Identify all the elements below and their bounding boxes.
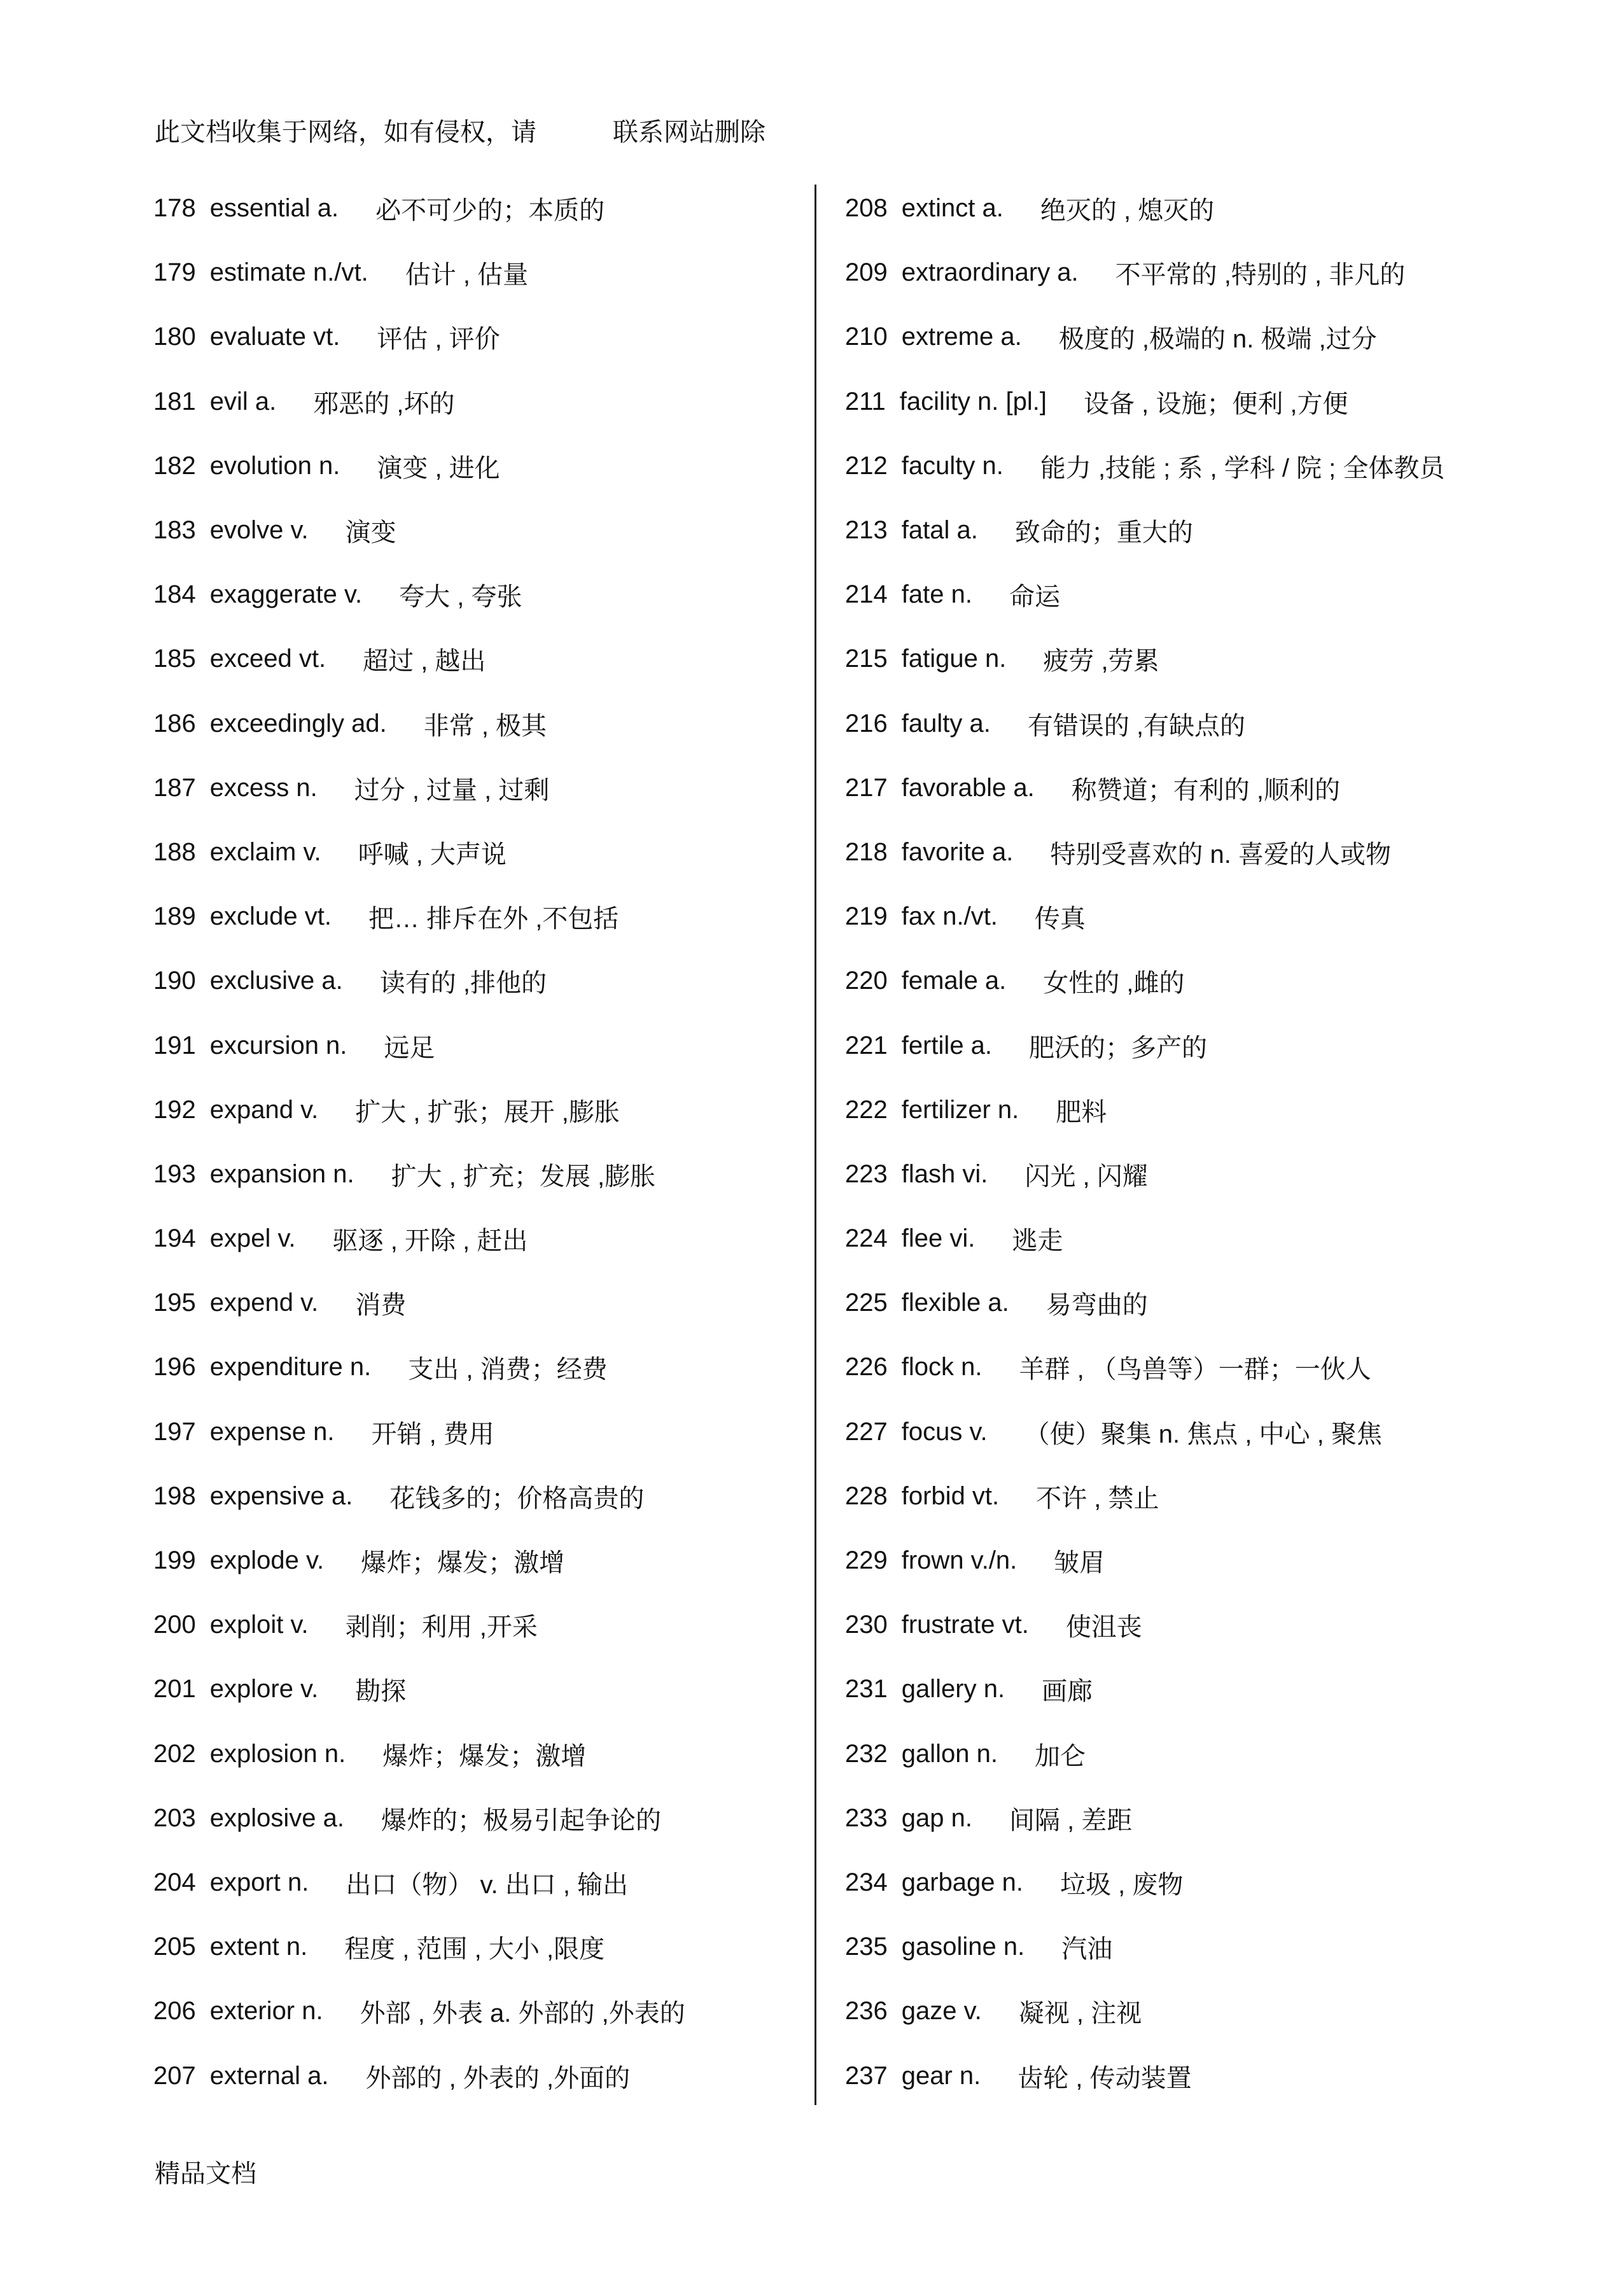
vocab-entry	[845, 176, 1444, 241]
vocab-entry	[153, 1078, 685, 1142]
entry-number: 194	[153, 1224, 196, 1253]
entry-word: exceed vt.	[209, 645, 326, 673]
entry-number: 221	[845, 1031, 888, 1060]
entry-meaning: 使沮丧	[1065, 1613, 1142, 1642]
entry-meaning: 闪光 , 闪耀	[1024, 1162, 1148, 1191]
entry-word: estimate n./vt.	[209, 258, 368, 287]
entry-word: facility n. [pl.]	[899, 387, 1047, 416]
entry-number: 195	[153, 1289, 196, 1317]
vocab-entry	[845, 756, 1444, 820]
entry-word: focus v.	[901, 1417, 988, 1446]
entry-number: 229	[845, 1546, 888, 1575]
entry-word: fatal a.	[901, 516, 978, 545]
entry-meaning: 扩大 , 扩张；展开 ,膨胀	[355, 1098, 620, 1126]
vocab-entry	[153, 498, 685, 563]
entry-word: fatigue n.	[901, 645, 1007, 673]
entry-number: 214	[845, 580, 888, 609]
vocab-entry	[845, 820, 1444, 885]
entry-word: exaggerate v.	[209, 580, 363, 609]
entry-meaning: 特别受喜欢的 n. 喜爱的人或物	[1050, 840, 1391, 869]
entry-number: 178	[153, 194, 196, 223]
vocab-entry	[845, 627, 1444, 691]
vocab-entry	[845, 1142, 1444, 1207]
entry-number: 233	[845, 1803, 888, 1832]
entry-number: 210	[845, 323, 888, 351]
vocab-entry	[153, 1013, 685, 1077]
entry-number: 212	[845, 451, 888, 480]
vocab-entry	[845, 1786, 1444, 1851]
entry-number: 220	[845, 967, 888, 995]
entry-meaning: 能力 ,技能 ; 系 , 学科 / 院 ; 全体教员	[1040, 454, 1445, 482]
entry-number: 236	[845, 1997, 888, 2026]
entry-word: garbage n.	[901, 1868, 1024, 1896]
entry-meaning: 爆炸；爆发；激增	[382, 1742, 587, 1770]
entry-word: evolve v.	[209, 516, 309, 545]
entry-word: expensive a.	[209, 1481, 353, 1510]
vocab-entry	[845, 305, 1444, 369]
entry-word: export n.	[209, 1868, 309, 1896]
entry-number: 197	[153, 1417, 196, 1446]
vocab-entry	[153, 692, 685, 756]
entry-word: extreme a.	[901, 323, 1022, 351]
vocab-entry	[153, 885, 685, 949]
vocab-entry	[845, 1915, 1444, 1979]
entry-number: 199	[153, 1546, 196, 1575]
entry-meaning: 肥料	[1056, 1098, 1107, 1126]
entry-word: evaluate vt.	[209, 323, 340, 351]
entry-meaning: 开销 , 费用	[371, 1420, 494, 1448]
vocab-entry	[845, 1400, 1444, 1464]
entry-number: 209	[845, 258, 888, 287]
vocab-entry	[153, 1851, 685, 1915]
entry-meaning: 绝灭的 , 熄灭的	[1040, 197, 1215, 225]
entry-meaning: 演变 , 进化	[377, 454, 500, 482]
entry-meaning: 剥削；利用 ,开采	[345, 1613, 538, 1642]
entry-number: 237	[845, 2061, 888, 2090]
entry-word: gallon n.	[901, 1739, 998, 1768]
entry-meaning: 过分 , 过量 , 过剩	[354, 776, 550, 804]
entry-number: 235	[845, 1933, 888, 1961]
vocab-entry	[153, 1271, 685, 1335]
entry-number: 204	[153, 1868, 196, 1896]
entry-number: 223	[845, 1159, 888, 1188]
entry-number: 186	[153, 709, 196, 738]
entry-meaning: 驱逐 , 开除 , 赶出	[332, 1227, 528, 1256]
entry-word: gap n.	[901, 1803, 972, 1832]
vocab-entry	[845, 1529, 1444, 1593]
entry-word: extinct a.	[901, 194, 1003, 223]
entry-word: essential a.	[209, 194, 339, 223]
entry-meaning: 外部 , 外表 a. 外部的 ,外表的	[360, 1999, 685, 2028]
vocab-entry	[153, 241, 685, 305]
entry-meaning: 非常 , 极其	[423, 711, 547, 740]
entry-word: extent n.	[209, 1933, 308, 1961]
page-header	[155, 112, 766, 148]
entry-word: gaze v.	[901, 1997, 982, 2026]
vocab-entry	[153, 370, 685, 434]
entry-word: expenditure n.	[209, 1353, 372, 1382]
vocab-entry	[153, 434, 685, 498]
entry-meaning: 画廊	[1042, 1677, 1093, 1706]
entry-number: 193	[153, 1159, 196, 1188]
entry-meaning: 凝视 , 注视	[1018, 1999, 1142, 2028]
entry-meaning: 不平常的 ,特别的 , 非凡的	[1115, 261, 1406, 290]
entry-meaning: 外部的 , 外表的 ,外面的	[365, 2064, 631, 2092]
vocab-entry	[153, 949, 685, 1013]
entry-number: 230	[845, 1611, 888, 1639]
entry-number: 180	[153, 323, 196, 351]
entry-meaning: 齿轮 , 传动装置	[1017, 2064, 1192, 2092]
entry-number: 216	[845, 709, 888, 738]
entry-number: 207	[153, 2061, 196, 2090]
vocab-entry	[845, 1207, 1444, 1271]
entry-number: 208	[845, 194, 888, 223]
vocab-entry	[845, 1851, 1444, 1915]
vocab-entry	[845, 692, 1444, 756]
entry-word: fate n.	[901, 580, 972, 609]
vocab-entry	[845, 1657, 1444, 1721]
entry-word: evil a.	[209, 387, 277, 416]
entry-word: excursion n.	[209, 1031, 347, 1060]
vocab-entry	[845, 1271, 1444, 1335]
entry-meaning: 不许 , 禁止	[1036, 1484, 1159, 1513]
entry-word: evolution n.	[209, 451, 340, 480]
entry-number: 189	[153, 902, 196, 931]
vocab-entry	[845, 1722, 1444, 1786]
entry-number: 187	[153, 773, 196, 802]
entry-word: expend v.	[209, 1289, 319, 1317]
entry-number: 200	[153, 1611, 196, 1639]
vocab-entry	[845, 370, 1444, 434]
entry-meaning: 垃圾 , 废物	[1060, 1870, 1184, 1899]
entry-number: 188	[153, 837, 196, 866]
entry-number: 222	[845, 1095, 888, 1124]
entry-word: exclude vt.	[209, 902, 332, 931]
entry-word: explode v.	[209, 1546, 325, 1575]
entry-word: exclusive a.	[209, 967, 343, 995]
entry-number: 184	[153, 580, 196, 609]
vocab-entry	[153, 1722, 685, 1786]
entry-meaning: 爆炸的；极易引起争论的	[381, 1806, 661, 1835]
entry-meaning: 设备 , 设施；便利 ,方便	[1083, 389, 1348, 418]
entry-meaning: 程度 , 范围 , 大小 ,限度	[344, 1935, 605, 1964]
vocab-entry	[845, 949, 1444, 1013]
entry-number: 190	[153, 967, 196, 995]
entry-word: flock n.	[901, 1353, 982, 1382]
vocab-entry	[845, 434, 1444, 498]
entry-number: 205	[153, 1933, 196, 1961]
vocab-entry	[845, 241, 1444, 305]
entry-word: faculty n.	[901, 451, 1003, 480]
entry-word: extraordinary a.	[901, 258, 1079, 287]
entry-number: 185	[153, 645, 196, 673]
entry-word: exterior n.	[209, 1997, 323, 2026]
entry-number: 182	[153, 451, 196, 480]
vocab-entry	[845, 1013, 1444, 1077]
entry-number: 203	[153, 1803, 196, 1832]
entry-word: gallery n.	[901, 1675, 1005, 1704]
vocab-entry	[153, 1657, 685, 1721]
vocab-entry	[845, 1979, 1444, 2043]
entry-meaning: 评估 , 评价	[377, 325, 500, 354]
entry-number: 196	[153, 1353, 196, 1382]
page-footer: 精品文档	[155, 2160, 256, 2188]
entry-word: exploit v.	[209, 1611, 309, 1639]
vocab-entry	[153, 1400, 685, 1464]
entry-number: 231	[845, 1675, 888, 1704]
entry-meaning: 爆炸；爆发；激增	[361, 1549, 565, 1578]
entry-number: 234	[845, 1868, 888, 1896]
entry-word: favorable a.	[901, 773, 1035, 802]
entry-meaning: 花钱多的；价格高贵的	[389, 1484, 645, 1513]
entry-meaning: 远足	[384, 1033, 435, 1062]
entry-word: faulty a.	[901, 709, 991, 738]
entry-meaning: 邪恶的 ,坏的	[313, 389, 455, 418]
entry-meaning: 夸大 , 夸张	[399, 583, 522, 612]
entry-meaning: 勘探	[355, 1677, 407, 1706]
entry-word: flee vi.	[901, 1224, 975, 1253]
entry-meaning: 估计 , 估量	[405, 261, 529, 290]
entry-meaning: 把… 排斥在外 ,不包括	[368, 905, 619, 934]
vocab-entry	[153, 305, 685, 369]
entry-number: 218	[845, 837, 888, 866]
entry-meaning: 出口（物） v. 出口 , 输出	[346, 1870, 629, 1899]
entry-word: favorite a.	[901, 837, 1014, 866]
entry-word: forbid vt.	[901, 1481, 1000, 1510]
vocab-entry	[153, 563, 685, 627]
entry-number: 206	[153, 1997, 196, 2026]
entry-word: explore v.	[209, 1675, 319, 1704]
entry-number: 213	[845, 516, 888, 545]
entry-word: expand v.	[209, 1095, 319, 1124]
entry-number: 217	[845, 773, 888, 802]
right-column	[845, 176, 1444, 2108]
vocab-entry	[153, 820, 685, 885]
vocab-entry	[845, 1464, 1444, 1529]
entry-meaning: 女性的 ,雌的	[1043, 969, 1185, 998]
entry-word: exclaim v.	[209, 837, 321, 866]
entry-meaning: 肥沃的；多产的	[1029, 1033, 1208, 1062]
entry-number: 198	[153, 1481, 196, 1510]
entry-number: 181	[153, 387, 196, 416]
vocab-entry	[153, 756, 685, 820]
entry-word: expansion n.	[209, 1159, 354, 1188]
entry-meaning: 消费	[355, 1291, 407, 1320]
vocab-entry	[153, 1207, 685, 1271]
vocab-entry	[845, 885, 1444, 949]
entry-meaning: 极度的 ,极端的 n. 极端 ,过分	[1058, 325, 1377, 354]
entry-meaning: 命运	[1009, 583, 1060, 612]
vocab-entry	[845, 563, 1444, 627]
entry-word: gasoline n.	[901, 1933, 1025, 1961]
entry-word: fertilizer n.	[901, 1095, 1019, 1124]
entry-number: 202	[153, 1739, 196, 1768]
entry-meaning: 有错误的 ,有缺点的	[1027, 711, 1246, 740]
entry-number: 225	[845, 1289, 888, 1317]
entry-word: excess n.	[209, 773, 318, 802]
entry-meaning: （使）聚集 n. 焦点 , 中心 , 聚焦	[1024, 1420, 1382, 1448]
entry-meaning: 加仑	[1034, 1742, 1086, 1770]
entry-word: flexible a.	[901, 1289, 1009, 1317]
vocab-entry	[153, 1335, 685, 1399]
entry-meaning: 羊群 , （鸟兽等）一群；一伙人	[1019, 1355, 1371, 1384]
entry-number: 226	[845, 1353, 888, 1382]
entry-number: 227	[845, 1417, 888, 1446]
header-right-text: 联系网站删除	[613, 118, 766, 146]
vocab-entry	[845, 498, 1444, 563]
vocab-entry	[153, 1786, 685, 1851]
entry-number: 211	[845, 387, 886, 416]
vocab-entry	[845, 2043, 1444, 2108]
entry-word: external a.	[209, 2061, 329, 2090]
entry-word: exceedingly ad.	[209, 709, 387, 738]
entry-number: 183	[153, 516, 196, 545]
header-left-text: 此文档收集于网络，如有侵权，请	[155, 118, 536, 146]
entry-word: frown v./n.	[901, 1546, 1017, 1575]
vocab-entry	[153, 1979, 685, 2043]
entry-meaning: 逃走	[1012, 1227, 1063, 1256]
entry-word: fertile a.	[901, 1031, 993, 1060]
entry-word: frustrate vt.	[901, 1611, 1029, 1639]
vocab-entry	[845, 1593, 1444, 1657]
vocab-entry	[153, 1142, 685, 1207]
entry-meaning: 疲劳 ,劳累	[1043, 647, 1159, 676]
entry-word: fax n./vt.	[901, 902, 998, 931]
entry-meaning: 呼喊 , 大声说	[358, 840, 507, 869]
entry-number: 215	[845, 645, 888, 673]
vocab-entry	[153, 176, 685, 241]
entry-number: 232	[845, 1739, 888, 1768]
vocab-entry	[845, 1335, 1444, 1399]
entry-number: 201	[153, 1675, 196, 1704]
vocab-entry	[153, 1915, 685, 1979]
vocab-entry	[153, 1464, 685, 1529]
entry-number: 219	[845, 902, 888, 931]
entry-number: 191	[153, 1031, 196, 1060]
entry-meaning: 演变	[345, 519, 396, 547]
vocab-entry	[153, 1593, 685, 1657]
entry-meaning: 易弯曲的	[1045, 1291, 1148, 1320]
entry-meaning: 超过 , 越出	[363, 647, 486, 676]
entry-meaning: 称赞道；有利的 ,顺利的	[1071, 776, 1341, 804]
vocab-entry	[153, 2043, 685, 2108]
entry-word: expense n.	[209, 1417, 335, 1446]
entry-word: explosion n.	[209, 1739, 346, 1768]
entry-meaning: 必不可少的；本质的	[375, 197, 605, 225]
entry-meaning: 致命的；重大的	[1014, 519, 1193, 547]
vocab-entry	[845, 1078, 1444, 1142]
entry-number: 192	[153, 1095, 196, 1124]
entry-meaning: 传真	[1034, 905, 1086, 934]
vocab-entry	[153, 1529, 685, 1593]
entry-word: gear n.	[901, 2061, 981, 2090]
entry-number: 224	[845, 1224, 888, 1253]
vocab-entry	[153, 627, 685, 691]
entry-word: flash vi.	[901, 1159, 988, 1188]
entry-meaning: 扩大 , 扩充；发展 ,膨胀	[391, 1162, 656, 1191]
column-divider	[814, 185, 816, 2105]
entry-meaning: 支出 , 消费；经费	[408, 1355, 608, 1384]
entry-word: explosive a.	[209, 1803, 344, 1832]
entry-number: 228	[845, 1481, 888, 1510]
entry-word: female a.	[901, 967, 1007, 995]
entry-number: 179	[153, 258, 196, 287]
entry-meaning: 读有的 ,排他的	[379, 969, 547, 998]
entry-meaning: 间隔 , 差距	[1009, 1806, 1133, 1835]
entry-meaning: 汽油	[1061, 1935, 1113, 1964]
entry-word: expel v.	[209, 1224, 296, 1253]
entry-meaning: 皱眉	[1054, 1549, 1105, 1578]
left-column	[153, 176, 685, 2108]
